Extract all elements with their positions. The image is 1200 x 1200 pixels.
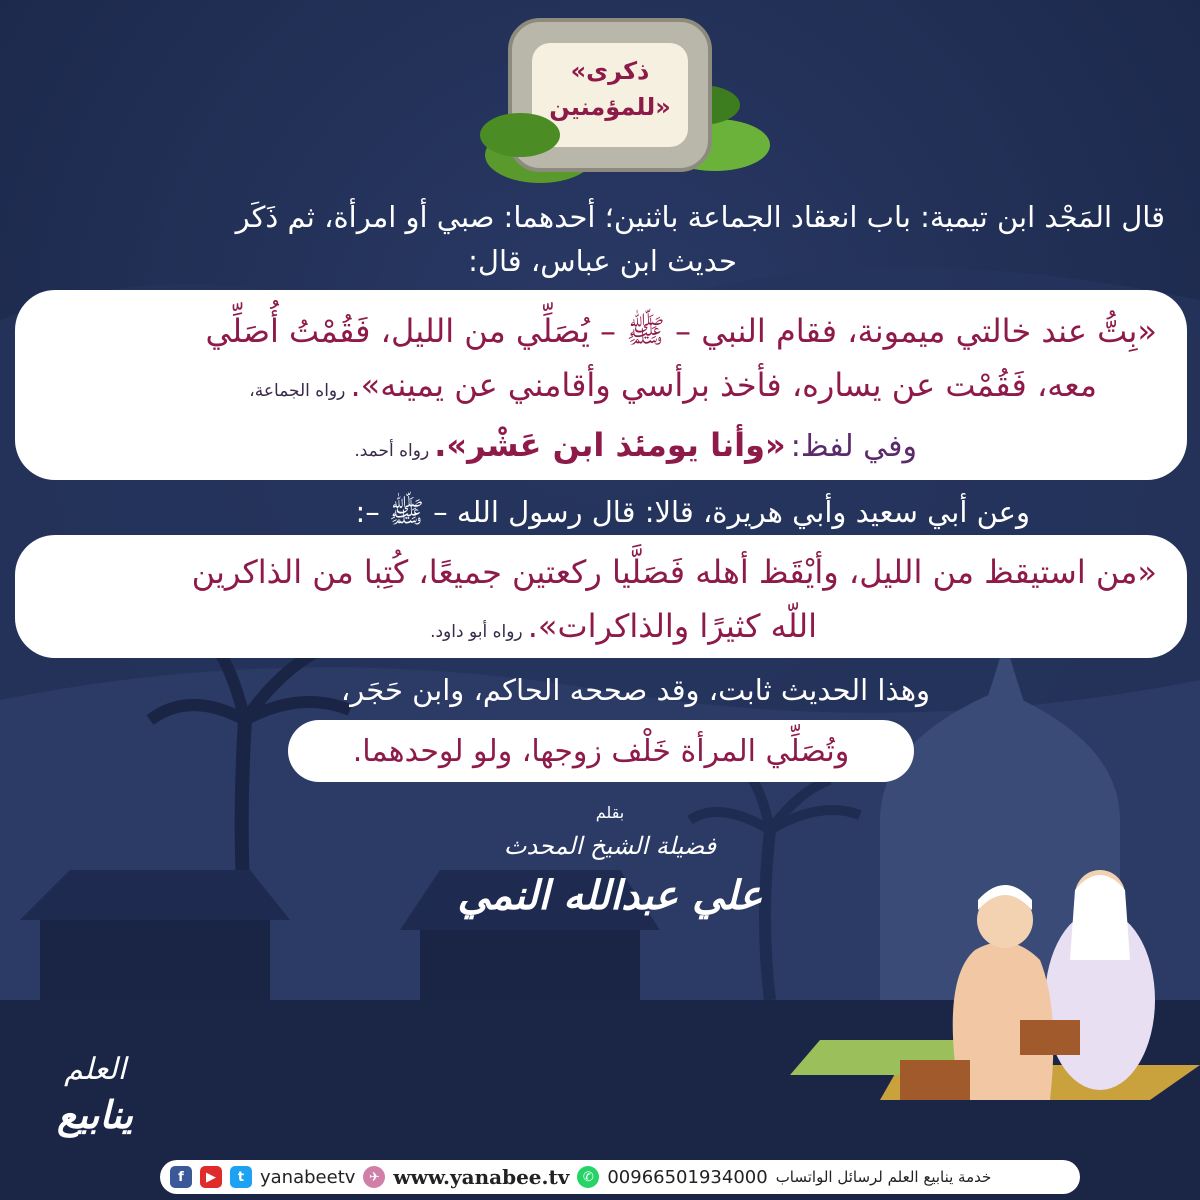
whatsapp-icon[interactable]: ✆ bbox=[577, 1166, 599, 1188]
brand-logo-line-2: العلم bbox=[64, 1052, 126, 1087]
hadith1-line-2-text: معه، فَقُمْت عن يساره، فأخذ برأسي وأقامني عن يمينه». bbox=[350, 366, 1097, 404]
telegram-icon[interactable]: ✈ bbox=[363, 1166, 385, 1188]
conclusion-text: وتُصَلِّي المرأة خَلْف زوجها، ولو لوحدهما. bbox=[352, 733, 850, 769]
service-text: خدمة ينابيع العلم لرسائل الواتساب bbox=[775, 1168, 992, 1186]
hadith2-line-2-text: اللّه كثيرًا والذاكرات». bbox=[527, 607, 817, 645]
hadith-box-2 bbox=[15, 535, 1187, 658]
author-name: علي عبدالله النمي bbox=[457, 872, 763, 919]
twitter-icon[interactable]: t bbox=[230, 1166, 252, 1188]
hadith1-ref-1: رواه الجماعة، bbox=[249, 381, 346, 401]
facebook-icon[interactable]: f bbox=[170, 1166, 192, 1188]
hadith1-line-3-prefix: وفي لفظ: bbox=[790, 429, 917, 464]
intro-line-1: قال المَجْد ابن تيمية: باب انعقاد الجماعة باثنين؛ أحدهما: صبي أو امرأة، ثم ذَكَر bbox=[235, 200, 1165, 234]
brand-logo-line-1: ينابيع bbox=[57, 1092, 133, 1137]
website-link[interactable]: www.yanabee.tv bbox=[393, 1165, 570, 1189]
logo-title-line2: للمؤمنين» bbox=[549, 93, 671, 121]
author-by: بقلم bbox=[595, 803, 625, 822]
author-title: فضيلة الشيخ المحدث bbox=[503, 832, 717, 860]
hadith1-line-1: «بِتُّ عند خالتي ميمونة، فقام النبي – ﷺ – يُصَلِّي من الليل، فَقُمْتُ أُصَلِّي bbox=[205, 312, 1157, 350]
intro2-line: وعن أبي سعيد وأبي هريرة، قالا: قال رسول الله – ﷺ –: bbox=[355, 495, 1030, 529]
hadith1-line-2 bbox=[45, 358, 1157, 418]
intro-block bbox=[40, 195, 1165, 283]
youtube-icon[interactable]: ▶ bbox=[200, 1166, 222, 1188]
logo-title-line1: «ذكرى bbox=[570, 57, 650, 85]
intro-line-2: حديث ابن عباس، قال: bbox=[468, 244, 737, 278]
hadith1-ref-2: رواه أحمد. bbox=[354, 441, 430, 461]
hadith1-line-3-quote: «وأنا يومئذ ابن عَشْر». bbox=[434, 426, 786, 464]
title-logo bbox=[480, 15, 770, 190]
hadith1-line-3 bbox=[45, 418, 1157, 478]
hadith-box-1 bbox=[15, 290, 1187, 480]
note-line: وهذا الحديث ثابت، وقد صححه الحاكم، وابن حَجَر، bbox=[340, 673, 930, 707]
hadith2-line-2 bbox=[45, 599, 1157, 659]
hadith2-ref: رواه أبو داود. bbox=[430, 622, 523, 642]
brand-logo bbox=[30, 1040, 160, 1160]
conclusion-box bbox=[288, 720, 914, 782]
author-block bbox=[440, 800, 780, 926]
footer-bar bbox=[160, 1160, 1080, 1194]
whatsapp-number[interactable]: 00966501934000 bbox=[607, 1166, 768, 1188]
social-handle[interactable]: yanabeetv bbox=[260, 1166, 356, 1188]
hadith2-line-1: «من استيقظ من الليل، وأيْقَظ أهله فَصَلَّيا ركعتين جميعًا، كُتِبا من الذاكرين bbox=[191, 553, 1157, 591]
